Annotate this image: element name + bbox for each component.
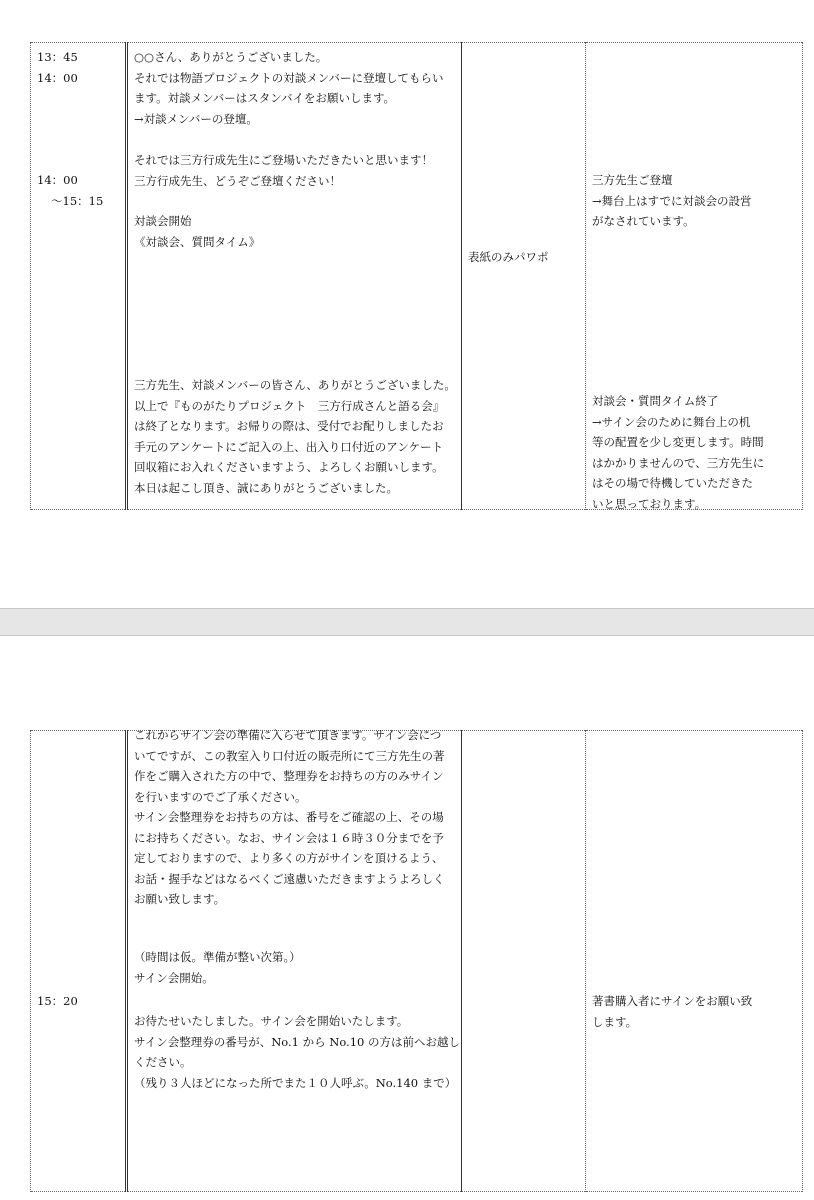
run-sheet-table [30,42,803,510]
table-row [31,731,803,1192]
script-line: ください。 [134,1055,192,1069]
script-line: それでは三方行成先生にご登場いただきたいと思います！ [134,153,433,167]
media-cell [462,43,586,510]
script-line: 定しておりますので、より多くの方がサインを頂けるよう、 [134,851,444,865]
script-line: 三方行成先生、どうぞご登壇ください！ [134,173,341,188]
script-paragraph [134,150,455,191]
notes-line: 対談会・質問タイム終了 [592,394,719,408]
script-line: にお持ちください。なお、サイン会は１６時３０分までを予 [134,830,444,845]
script-paragraph [134,947,455,988]
script-line: サイン会開始。 [134,970,214,985]
time-cell [31,731,127,1192]
notes-line: はかかりませんので、三方先生に [592,455,765,470]
script-line: 回収箱にお入れくださいますよう、よろしくお願いします。 [134,460,444,474]
script-line: ます。対談メンバーはスタンバイをお願いします。 [134,91,396,105]
script-cell [127,728,462,1192]
time-start: 14：00 [37,173,78,187]
script-line: 本日は起こし頂き、誠にありがとうございました。 [134,480,399,495]
script-line: 以上で『ものがたりプロジェクト 三方行成さんと語る会』 [134,398,445,413]
script-cell [127,43,462,510]
notes-paragraph [592,391,796,514]
script-line: （残り３人ほどになった所でまた１０人呼ぶ。No.140 まで） [134,1075,457,1090]
script-line: 《対談会、質問タイム》 [134,234,261,249]
script-paragraph [134,1011,460,1093]
script-paragraph [134,211,455,252]
table-row [31,43,803,510]
script-line: それでは物語プロジェクトの対談メンバーに登壇してもらい [134,70,444,85]
script-paragraph [134,725,455,910]
script-line: を行いますのでご了承ください。 [134,789,307,804]
time-cell [31,43,127,510]
media-cell [462,731,586,1192]
script-line: →対談メンバーの登壇。 [134,111,258,126]
notes-cell [586,43,803,510]
media-note: 表紙のみパワポ [468,250,549,264]
script-line: 対談会開始 [134,214,192,228]
script-line: お待たせいたしました。サイン会を開始いたします。 [134,1014,409,1028]
notes-line: がなされています。 [592,214,695,228]
script-line: （時間は仮。準備が整い次第。） [134,950,301,964]
notes-paragraph [592,991,796,1032]
script-line: いてですが、この教室入り口付近の販売所にて三方先生の著 [134,748,445,763]
run-sheet-table [30,730,803,1192]
script-paragraph [134,375,455,498]
script-line: は終了となります。お帰りの際は、受付でお配りしましたお [134,419,444,433]
script-line: ○○さん、ありがとうございました。 [134,50,328,64]
document-page-2 [0,636,814,1200]
notes-paragraph [592,170,796,232]
script-line: サイン会整理券の番号が、No.1 から No.10 の方は前へお越し [134,1034,460,1049]
notes-line: します。 [592,1014,638,1029]
script-line: お話・握手などはなるべくご遠慮いただきますようよろしく [134,871,445,886]
notes-line: いと思っております。 [592,496,707,511]
script-line: お願い致します。 [134,892,226,906]
script-line: 手元のアンケートにご記入の上、出入り口付近のアンケート [134,439,444,454]
notes-cell [586,731,803,1192]
time-start: 13：45 [37,50,78,64]
notes-line: 三方先生ご登壇 [592,173,673,187]
notes-line: 等の配置を少し変更します。時間 [592,435,764,449]
notes-line: →舞台上はすでに対談会の設営 [592,193,752,208]
time-end: 14：00 [37,70,78,85]
page-separator [0,608,814,636]
script-paragraph [134,47,455,129]
script-line: 三方先生、対談メンバーの皆さん、ありがとうございました。 [134,378,456,392]
time-start: 15：20 [37,994,78,1008]
script-line: これからサイン会の準備に入らせて頂きます。サイン会につ [134,728,442,742]
script-line: 作をご購入された方の中で、整理券をお持ちの方のみサイン [134,769,444,783]
notes-line: →サイン会のために舞台上の机 [592,414,751,429]
notes-line: はその場で待機していただきた [592,476,753,490]
time-end: ～15：15 [51,193,104,208]
script-line: サイン会整理券をお持ちの方は、番号をご確認の上、その場 [134,810,444,824]
notes-line: 著書購入者にサインをお願い致 [592,994,753,1008]
